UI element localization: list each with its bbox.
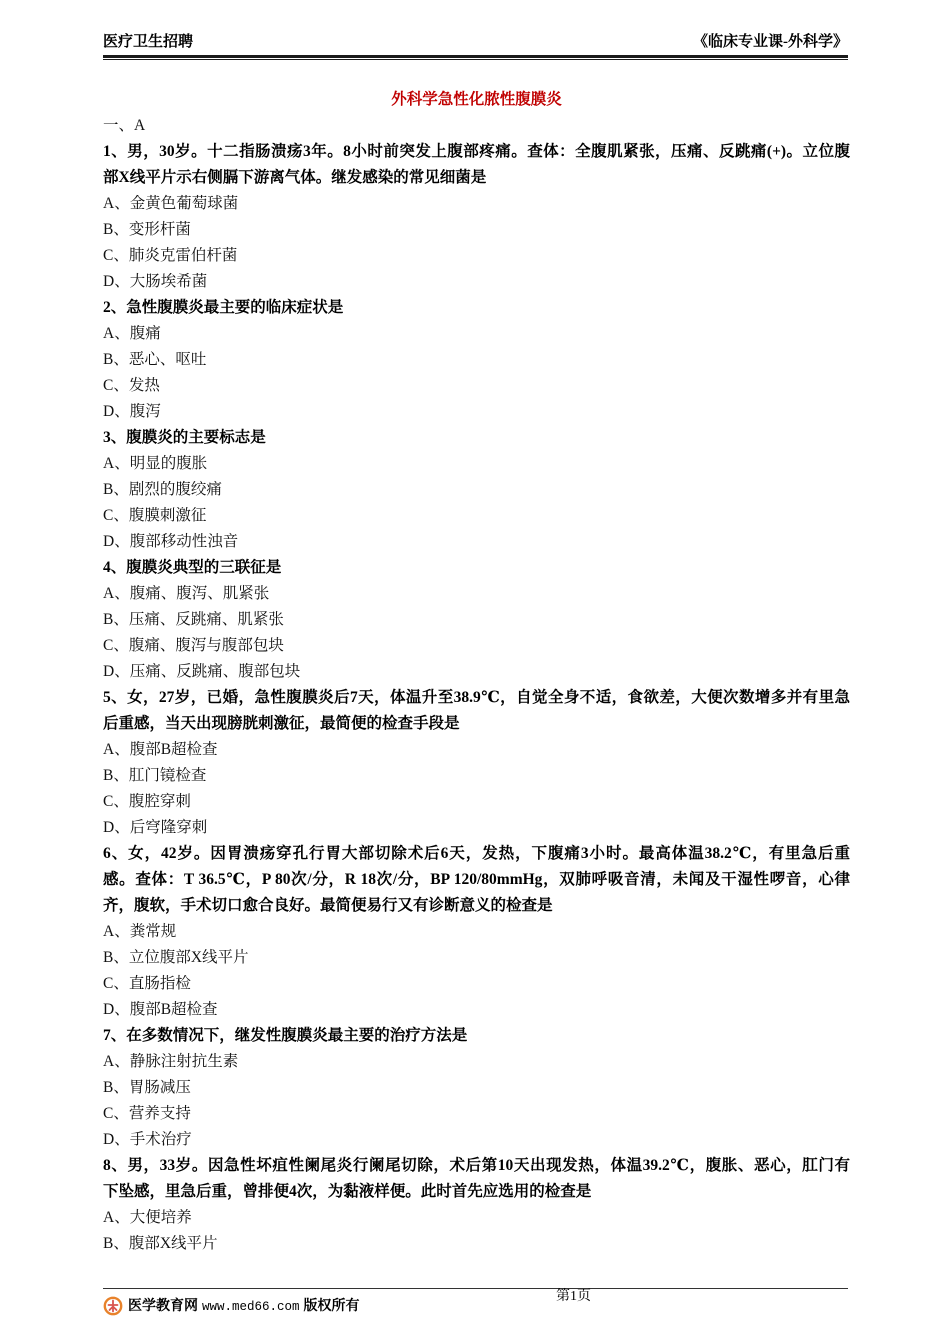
question-4: [103, 555, 850, 685]
header-rule-thick: [103, 55, 848, 58]
option-b: B、剧烈的腹绞痛: [103, 481, 222, 498]
question-stem-line: 6、女，42岁。因胃溃疡穿孔行胃大部切除术后6天，发热，下腹痛3小时。最高体温38.2℃，有里急后重: [103, 845, 850, 862]
option-a: A、腹部B超检查: [103, 741, 218, 758]
header-rule-thin: [103, 59, 848, 60]
option-b: B、立位腹部X线平片: [103, 949, 249, 966]
option-b: B、腹部X线平片: [103, 1235, 218, 1252]
option-c: C、营养支持: [103, 1105, 191, 1122]
section-heading: 一、A: [103, 117, 146, 134]
option-b: B、肛门镜检查: [103, 767, 207, 784]
footer-rule: [103, 1288, 848, 1289]
option-d: D、腹部B超检查: [103, 1001, 218, 1018]
option-c: C、发热: [103, 377, 160, 394]
option-d: D、腹泻: [103, 403, 161, 420]
header-left-title: 医疗卫生招聘: [103, 34, 194, 50]
question-7: [103, 1023, 850, 1153]
option-a: A、大便培养: [103, 1209, 192, 1226]
option-a: A、明显的腹胀: [103, 455, 208, 472]
footer-url: www.med66.com: [202, 1300, 300, 1314]
option-b: B、变形杆菌: [103, 221, 191, 238]
option-d: D、手术治疗: [103, 1131, 192, 1148]
option-d: D、大肠埃希菌: [103, 273, 208, 290]
option-d: D、腹部移动性浊音: [103, 533, 239, 550]
option-c: C、直肠指检: [103, 975, 191, 992]
page-number: 第1页: [556, 1289, 591, 1304]
option-d: D、压痛、反跳痛、腹部包块: [103, 663, 301, 680]
option-a: A、腹痛: [103, 325, 161, 342]
question-stem-line: 3、腹膜炎的主要标志是: [103, 429, 266, 446]
question-stem-line: 2、急性腹膜炎最主要的临床症状是: [103, 299, 344, 316]
option-b: B、恶心、呕吐: [103, 351, 207, 368]
question-6: [103, 841, 850, 1023]
document-title: 外科学急性化脓性腹膜炎: [391, 91, 562, 108]
question-5: [103, 685, 850, 841]
question-stem-line: 下坠感，里急后重，曾排便4次，为黏液样便。此时首先应选用的检查是: [103, 1183, 592, 1200]
question-2: [103, 295, 850, 425]
option-b: B、压痛、反跳痛、肌紧张: [103, 611, 284, 628]
question-stem-line: 感。查体：T 36.5℃，P 80次/分，R 18次/分，BP 120/80mmHg，双肺呼吸音清，未闻及干湿性啰音，心律: [103, 871, 850, 888]
option-c: C、肺炎克雷伯杆菌: [103, 247, 238, 264]
option-a: A、腹痛、腹泻、肌紧张: [103, 585, 270, 602]
footer-brand: 医学教育网: [128, 1299, 198, 1314]
option-a: A、静脉注射抗生素: [103, 1053, 239, 1070]
question-3: [103, 425, 850, 555]
question-stem-line: 7、在多数情况下，继发性腹膜炎最主要的治疗方法是: [103, 1027, 468, 1044]
question-stem-line: 齐，腹软，手术切口愈合良好。最简便易行又有诊断意义的检查是: [103, 897, 553, 914]
footer-rights: 版权所有: [303, 1299, 360, 1314]
option-a: A、粪常规: [103, 923, 177, 940]
question-stem-line: 5、女，27岁，已婚，急性腹膜炎后7天，体温升至38.9℃，自觉全身不适，食欲差，大便次数增多并有里急: [103, 689, 850, 706]
document-body: [103, 87, 850, 1257]
header-right-title: 《临床专业课-外科学》: [693, 34, 848, 50]
question-8: [103, 1153, 850, 1257]
footer-copyright: [128, 1298, 360, 1316]
question-stem-line: 后重感，当天出现膀胱刺激征，最简便的检查手段是: [103, 715, 460, 732]
question-stem-line: 1、男，30岁。十二指肠溃疡3年。8小时前突发上腹部疼痛。查体：全腹肌紧张，压痛、反跳痛(+)。立位腹: [103, 143, 850, 160]
question-stem-line: 8、男，33岁。因急性坏疽性阑尾炎行阑尾切除，术后第10天出现发热，体温39.2℃，腹胀、恶心，肛门有: [103, 1157, 850, 1174]
option-c: C、腹腔穿刺: [103, 793, 191, 810]
question-list: [103, 139, 850, 1257]
option-a: A、金黄色葡萄球菌: [103, 195, 239, 212]
option-c: C、腹痛、腹泻与腹部包块: [103, 637, 284, 654]
option-c: C、腹膜刺激征: [103, 507, 207, 524]
med66-logo-icon: [103, 1296, 123, 1316]
question-1: [103, 139, 850, 295]
option-d: D、后穹隆穿刺: [103, 819, 208, 836]
question-stem-line: 4、腹膜炎典型的三联征是: [103, 559, 282, 576]
option-b: B、胃肠减压: [103, 1079, 191, 1096]
question-stem-line: 部X线平片示右侧膈下游离气体。继发感染的常见细菌是: [103, 169, 487, 186]
